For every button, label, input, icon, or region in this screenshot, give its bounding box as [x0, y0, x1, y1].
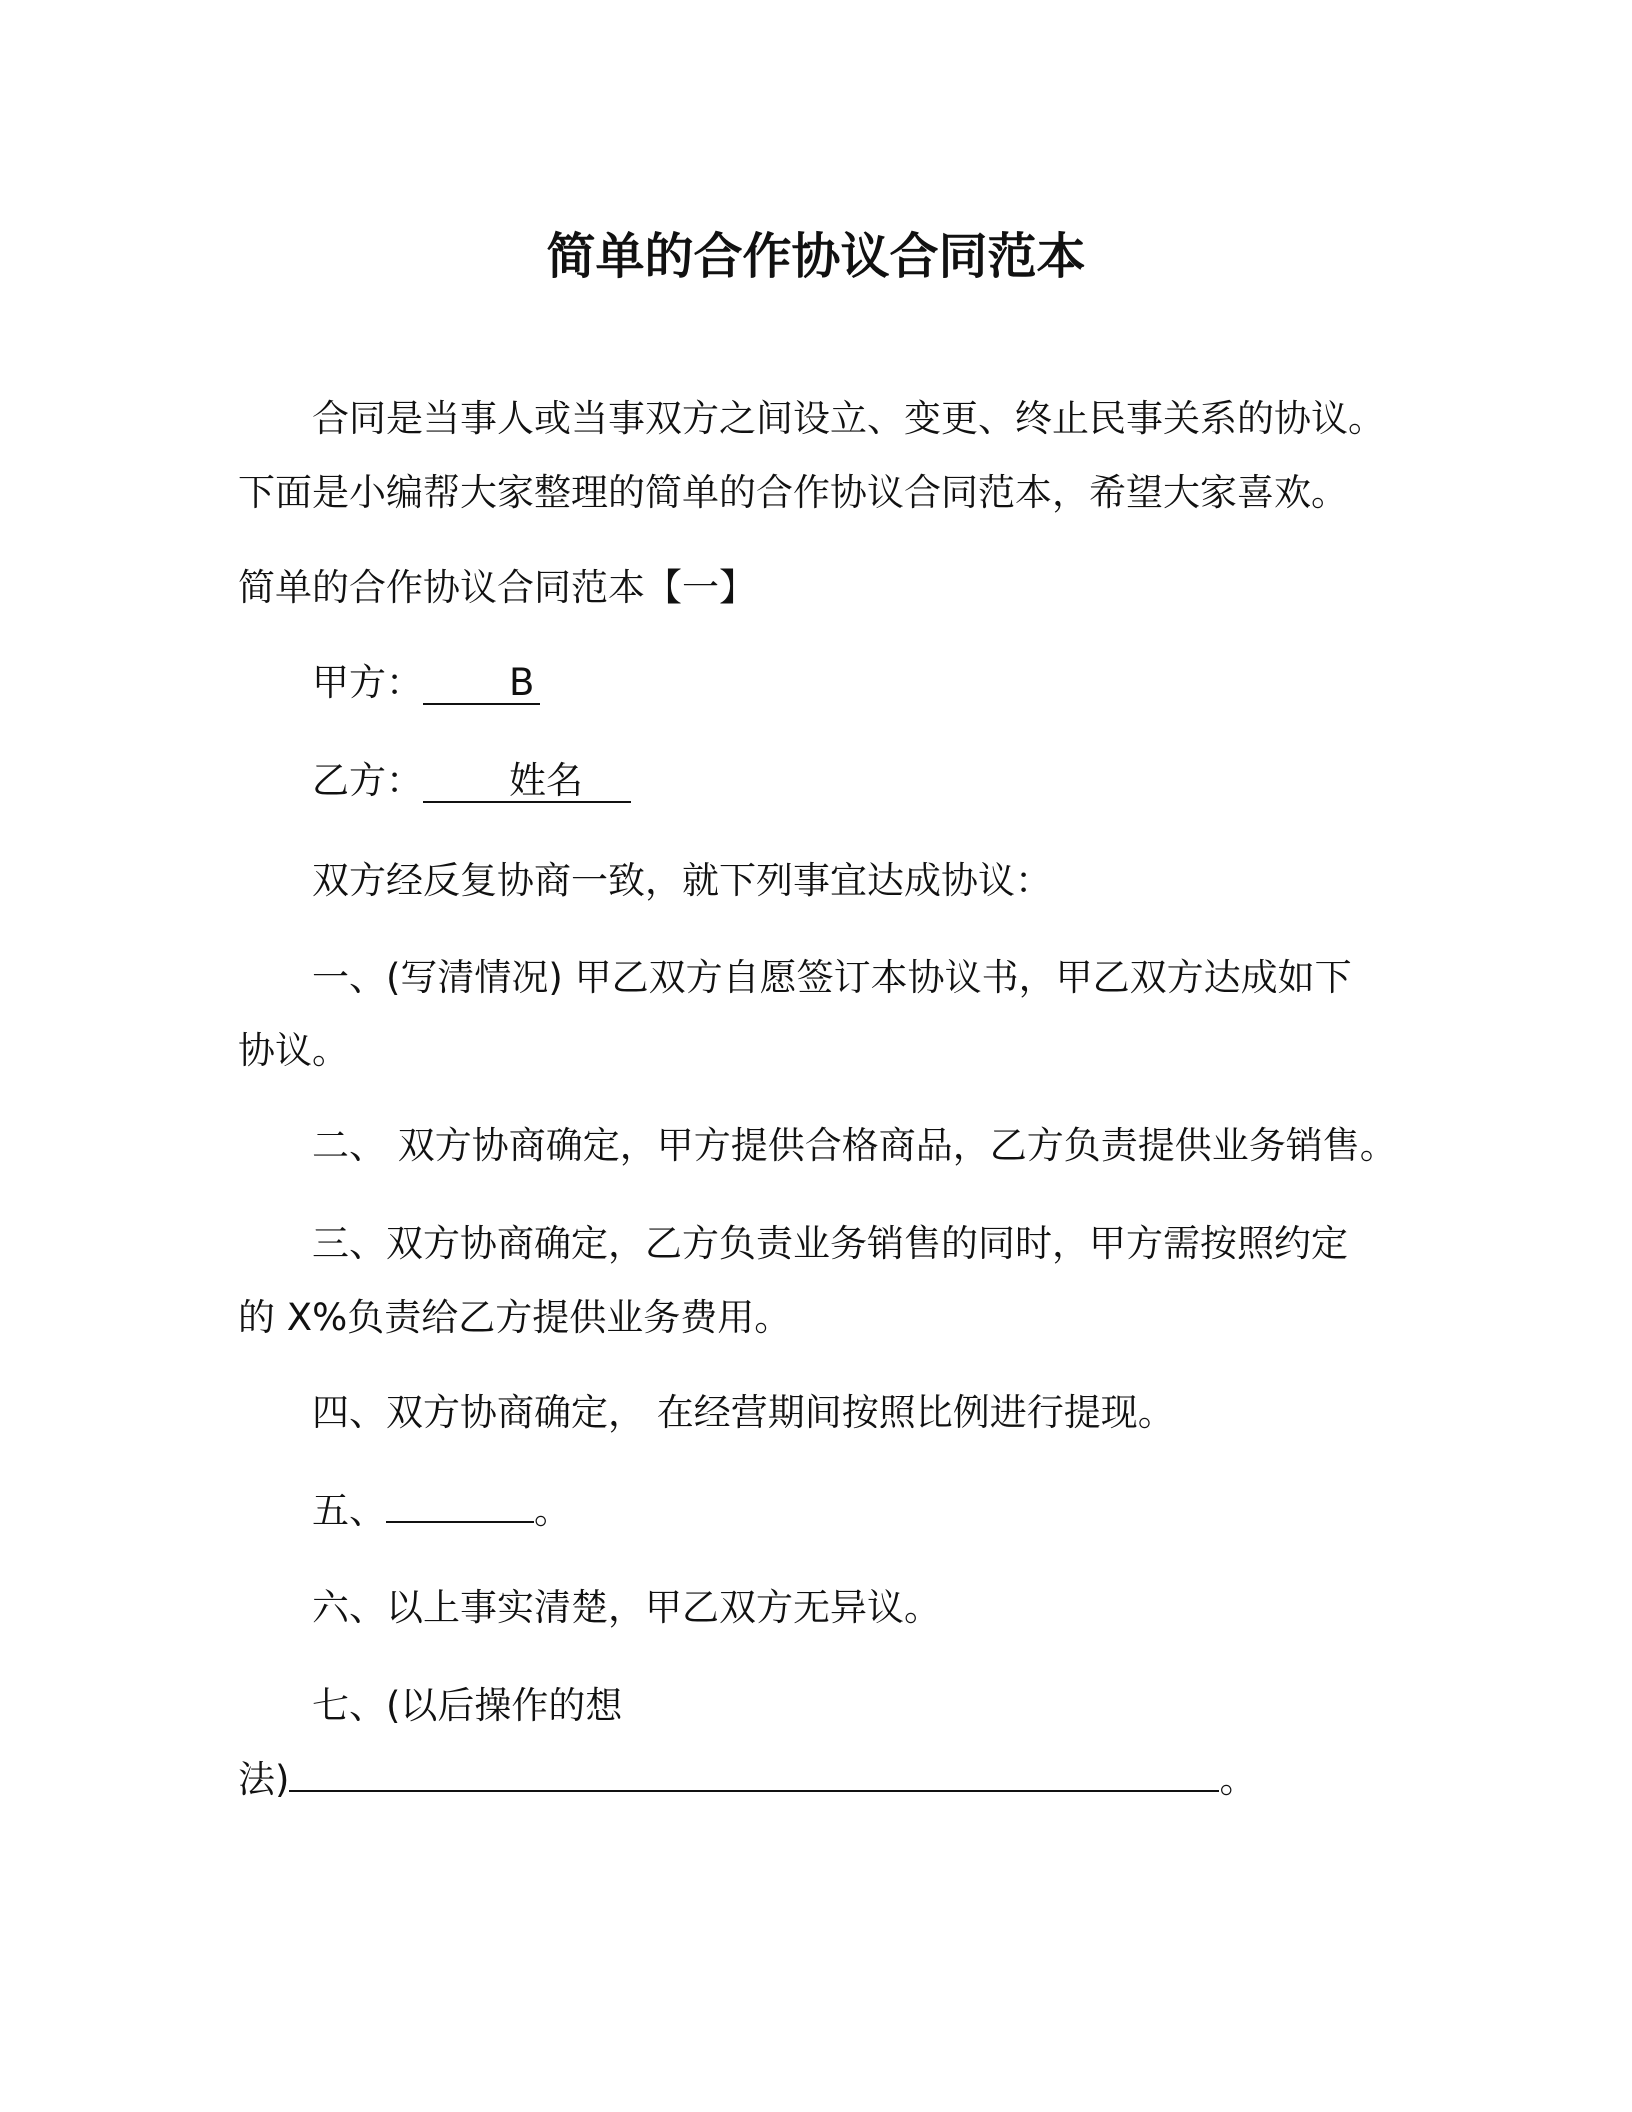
clause-5 [312, 1485, 571, 1537]
clause-3-line-1: 三、双方协商确定，乙方负责业务销售的同时，甲方需按照约定 [312, 1222, 1348, 1265]
clause-7-line-2 [238, 1754, 1256, 1806]
party-a-line [312, 657, 540, 709]
clause-7-blank [289, 1760, 1219, 1792]
clause-5-suffix: 。 [534, 1489, 571, 1532]
party-a-label: 甲方： [312, 661, 423, 704]
document-title: 简单的合作协议合同范本 [546, 228, 1086, 285]
clause-5-blank [386, 1491, 534, 1523]
party-b-label: 乙方： [312, 759, 423, 802]
clause-2: 二、 双方协商确定，甲方提供合格商品，乙方负责提供业务销售。 [312, 1124, 1397, 1167]
clause-4: 四、双方协商确定， 在经营期间按照比例进行提现。 [312, 1391, 1175, 1434]
clause-3-line-2: 的 X%负责给乙方提供业务费用。 [238, 1296, 792, 1339]
intro-line-2: 下面是小编帮大家整理的简单的合作协议合同范本，希望大家喜欢。 [238, 471, 1348, 514]
clause-1-line-1: 一、(写清情况) 甲乙双方自愿签订本协议书，甲乙双方达成如下 [312, 956, 1352, 999]
clause-6: 六、以上事实清楚，甲乙双方无异议。 [312, 1586, 941, 1629]
agreement-lead: 双方经反复协商一致，就下列事宜达成协议： [312, 859, 1052, 902]
clause-7-prefix: 法) [238, 1758, 290, 1801]
section-heading: 简单的合作协议合同范本【一】 [238, 566, 756, 609]
clause-5-prefix: 五、 [312, 1489, 386, 1532]
party-a-value: B [423, 663, 540, 705]
party-b-value: 姓名 [423, 761, 631, 803]
clause-1-line-2: 协议。 [238, 1029, 349, 1072]
clause-7-suffix: 。 [1219, 1758, 1257, 1801]
party-b-line [312, 755, 631, 807]
clause-7-line-1: 七、(以后操作的想 [312, 1684, 623, 1727]
intro-line-1: 合同是当事人或当事双方之间设立、变更、终止民事关系的协议。 [312, 397, 1385, 440]
